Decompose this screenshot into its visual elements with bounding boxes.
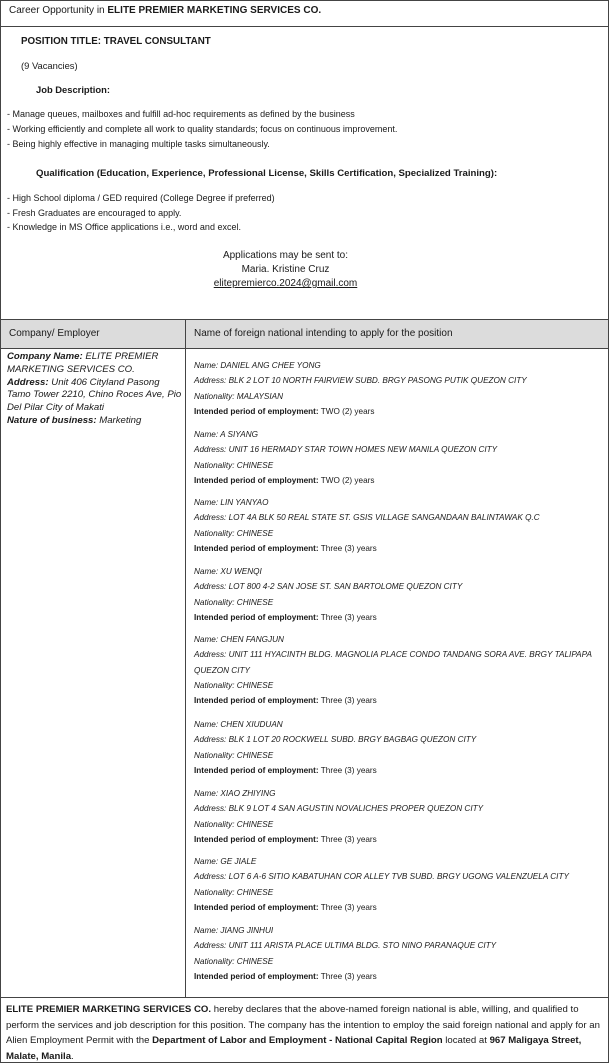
foreign-national-entry [194, 854, 599, 915]
national-address: Address: UNIT 16 HERMADY STAR TOWN HOMES NEW MANILA QUEZON CITY [194, 445, 498, 455]
qualification-heading: Qualification (Education, Experience, Professional License, Skills Certification, Specialized Training): [36, 168, 498, 179]
national-period: Three (3) years [320, 971, 377, 981]
column-header-company: Company/ Employer [9, 328, 100, 339]
foreign-national-entry [194, 564, 599, 625]
national-name: Name: LIN YANYAO [194, 498, 269, 507]
national-period: TWO (2) years [320, 406, 375, 416]
apply-email-link[interactable]: elitepremierco.2024@gmail.com [213, 278, 358, 289]
national-address: Address: LOT 4A BLK 50 REAL STATE ST. GSIS VILLAGE SANGANDAAN BALINTAWAK Q.C [194, 513, 540, 523]
national-name: Name: CHEN FANGJUN [194, 635, 284, 644]
footer-end: . [71, 1050, 74, 1062]
description-item: - Manage queues, mailboxes and fulfill ad-hoc requirements as defined by the business [7, 109, 355, 119]
national-nationality: Nationality: CHINESE [194, 597, 274, 607]
footer-location: 967 Maligaya Street, Malate, Manila [6, 1035, 582, 1062]
foreign-national-entry [194, 358, 599, 419]
company-address: Unit 406 Cityland Pasong Tamo Tower 2210, Chino Roces Ave, Pio Del Pilar City of Makati [7, 376, 182, 414]
period-label: Intended period of employment: [194, 406, 319, 416]
footer-text-located: located at [442, 1035, 490, 1046]
column-divider [185, 319, 186, 349]
footer-text: hereby declares that the above-named foreign national is able, willing, and qualified to perform the services and job description for this position. The company has the intention to employ the said foreign national and apply for an Alien Employment Permit with the [6, 1004, 600, 1046]
national-period: Three (3) years [320, 696, 377, 706]
national-address: Address: BLK 1 LOT 20 ROCKWELL SUBD. BRGY BAGBAG QUEZON CITY [194, 735, 477, 745]
national-nationality: Nationality: CHINESE [194, 887, 274, 897]
national-name: Name: DANIEL ANG CHEE YONG [194, 361, 321, 370]
company-name: ELITE PREMIER MARKETING SERVICES CO. [7, 351, 159, 375]
foreign-national-entry [194, 717, 599, 778]
foreign-national-entry [194, 427, 599, 488]
national-period: Three (3) years [320, 612, 377, 622]
national-address: Address: BLK 2 LOT 10 NORTH FAIRVIEW SUBD. BRGY PASONG PUTIK QUEZON CITY [194, 376, 527, 386]
header-row [0, 0, 609, 27]
national-period: Three (3) years [320, 902, 377, 912]
column-header-foreign-national: Name of foreign national intending to apply for the position [194, 328, 453, 339]
national-period: TWO (2) years [320, 475, 375, 485]
national-period: Three (3) years [320, 765, 377, 775]
foreign-national-entry [194, 632, 599, 708]
nature-of-business-label: Nature of business: [7, 414, 97, 426]
table-header-row [0, 319, 609, 349]
national-name: Name: XU WENQI [194, 567, 262, 576]
apply-line: Applications may be sent to: [222, 250, 349, 261]
national-address: Address: UNIT 111 ARISTA PLACE ULTIMA BLDG. STO NINO PARANAQUE CITY [194, 941, 497, 951]
national-address: Address: UNIT 111 HYACINTH BLDG. MAGNOLIA PLACE CONDO TANDANG SORA AVE. BRGY TALIPAPA QUEZON CITY [194, 650, 592, 675]
apply-name: Maria. Kristine Cruz [241, 264, 330, 275]
national-period: Three (3) years [320, 543, 377, 553]
foreign-national-entry [194, 495, 599, 556]
foreign-national-entry [194, 923, 599, 984]
footer-department: Department of Labor and Employment - National Capital Region [152, 1035, 443, 1046]
description-item: - Being highly effective in managing multiple tasks simultaneously. [7, 139, 270, 149]
national-name: Name: GE JIALE [194, 857, 257, 866]
period-label: Intended period of employment: [194, 834, 319, 844]
national-nationality: Nationality: MALAYSIAN [194, 391, 284, 401]
national-nationality: Nationality: CHINESE [194, 680, 274, 690]
national-name: Name: A SIYANG [194, 430, 259, 439]
header-prefix: Career Opportunity in [9, 5, 105, 16]
period-label: Intended period of employment: [194, 696, 319, 706]
period-label: Intended period of employment: [194, 612, 319, 622]
company-info-cell [7, 351, 183, 428]
table-body [0, 348, 609, 998]
company-address-label: Address: [7, 376, 49, 388]
national-name: Name: CHEN XIUDUAN [194, 720, 283, 729]
job-section [0, 26, 609, 320]
national-name: Name: JIANG JINHUI [194, 926, 274, 935]
nature-of-business: Marketing [99, 414, 142, 426]
footer-company: ELITE PREMIER MARKETING SERVICES CO. [6, 1004, 212, 1015]
national-nationality: Nationality: CHINESE [194, 460, 274, 470]
period-label: Intended period of employment: [194, 543, 319, 553]
header-company: ELITE PREMIER MARKETING SERVICES CO. [107, 5, 322, 16]
qualification-item: - High School diploma / GED required (College Degree if preferred) [7, 193, 275, 203]
vacancies: (9 Vacancies) [21, 60, 78, 71]
national-address: Address: BLK 9 LOT 4 SAN AGUSTIN NOVALICHES PROPER QUEZON CITY [194, 804, 484, 814]
declaration-footer [0, 997, 609, 1063]
description-item: - Working efficiently and complete all work to quality standards; focus on continuous improvement. [7, 124, 398, 134]
national-nationality: Nationality: CHINESE [194, 528, 274, 538]
national-nationality: Nationality: CHINESE [194, 750, 274, 760]
column-divider [185, 348, 186, 998]
national-nationality: Nationality: CHINESE [194, 819, 274, 829]
period-label: Intended period of employment: [194, 902, 319, 912]
national-nationality: Nationality: CHINESE [194, 956, 274, 966]
period-label: Intended period of employment: [194, 765, 319, 775]
job-description-heading: Job Description: [36, 84, 110, 95]
national-period: Three (3) years [320, 834, 377, 844]
period-label: Intended period of employment: [194, 475, 319, 485]
position-title: POSITION TITLE: TRAVEL CONSULTANT [21, 36, 211, 47]
national-name: Name: XIAO ZHIYING [194, 789, 276, 798]
national-address: Address: LOT 6 A-6 SITIO KABATUHAN COR ALLEY TVB SUBD. BRGY UGONG VALENZUELA CITY [194, 872, 569, 882]
qualification-item: - Knowledge in MS Office applications i.e., word and excel. [7, 222, 241, 232]
national-address: Address: LOT 800 4-2 SAN JOSE ST. SAN BARTOLOME QUEZON CITY [194, 582, 463, 592]
period-label: Intended period of employment: [194, 971, 319, 981]
qualification-item: - Fresh Graduates are encouraged to apply. [7, 208, 182, 218]
foreign-national-entry [194, 786, 599, 847]
company-name-label: Company Name: [7, 351, 83, 362]
